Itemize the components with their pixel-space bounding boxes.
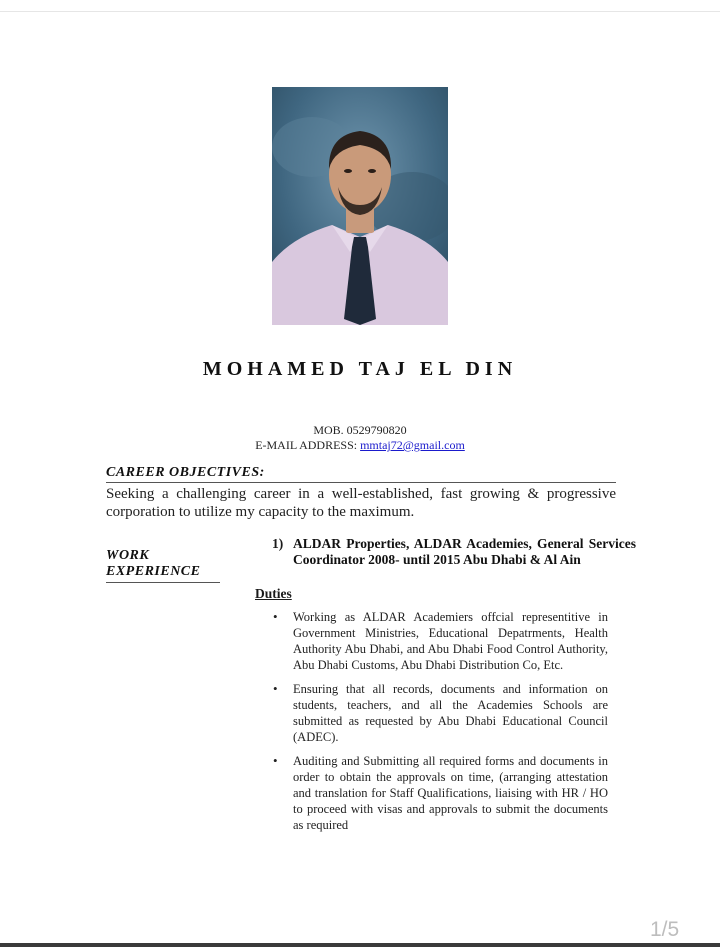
viewer-bottom-bar bbox=[0, 943, 720, 947]
profile-photo bbox=[272, 87, 448, 325]
list-item: • Auditing and Submitting all required forms and documents in order to obtain the approvals on time, (arranging attestation and translation for Staff Qualifications, liaising with HR / HO to proceed with visas and approvals to submit the documents as required bbox=[273, 753, 608, 833]
contact-info bbox=[0, 423, 720, 453]
email-link[interactable]: mmtaj72@gmail.com bbox=[360, 438, 465, 452]
list-item: • Ensuring that all records, documents and information on students, teachers, and all the Academies Schools are submitted as requested by Abu Dhabi Educational Council (ADEC). bbox=[273, 681, 608, 745]
viewer-top-divider bbox=[0, 11, 720, 12]
work-experience-heading: WORK EXPERIENCE bbox=[106, 548, 220, 583]
mobile-number: MOB. 0529790820 bbox=[313, 423, 407, 437]
job-number: 1) bbox=[272, 536, 284, 551]
list-item: • Working as ALDAR Academiers offcial representitive in Government Ministries, Educational Depatrments, Health Authority Abu Dhabi, and Abu Dhabi Food Control Authority, Abu Dhabi Customs, Abu Dhabi Distribution Co, Etc. bbox=[273, 609, 608, 673]
career-objectives-text: Seeking a challenging career in a well-established, fast growing & progressive corporation to utilize my capacity to the maximum. bbox=[106, 486, 616, 520]
email-label: E-MAIL ADDRESS: bbox=[255, 438, 358, 452]
duties-label: Duties bbox=[255, 586, 292, 601]
candidate-name: MOHAMED TAJ EL DIN bbox=[202, 358, 518, 380]
duties-list bbox=[273, 609, 608, 841]
job-title: ALDAR Properties, ALDAR Academies, General Services Coordinator 2008- until 2015 Abu Dhabi & Al Ain bbox=[293, 536, 636, 567]
page-indicator: 1/5 bbox=[650, 918, 680, 941]
email-line bbox=[0, 438, 720, 453]
career-objectives-heading: CAREER OBJECTIVES: bbox=[106, 465, 616, 483]
